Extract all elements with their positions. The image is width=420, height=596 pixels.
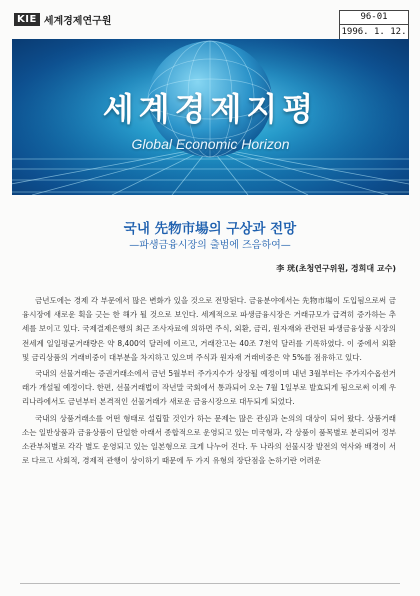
- institute-name: 세계경제연구원: [43, 16, 112, 27]
- banner-title: 세계경제지평: [102, 90, 319, 128]
- logo-mark: KIE: [14, 13, 40, 26]
- issue-date: 1996. 1. 12.: [341, 27, 407, 37]
- article-author: 李 珖(초청연구위원, 경희대 교수): [276, 264, 396, 273]
- article-body: [22, 294, 396, 556]
- title-banner: [12, 39, 409, 195]
- banner-subtitle: Global Economic Horizon: [131, 136, 290, 152]
- body-paragraph: 금년도에는 경제 각 부문에서 많은 변화가 있을 것으로 전망된다. 금융분야에서는 先物市場이 도입됨으로써 금융시장에 새로운 획을 긋는 한 해가 될 것으로 보인다. 세계적으로 파생금융시장은 거래규모가 급격히 증가하는 추세를 보이고 있다. 국제결제은행의 최근 조사자료에 의하면 주식, 외환, 금리, 원자재와 관련된 파생금융상품 시장의 전세계 일일평균거래량은 약 8,400억 달러에 이르고, 거래잔고는 40조 7천억 달러를 기록하였다. 이 중에서 외환 및 금리상품의 거래비중이 대부분을 차지하고 있으며 주식과 원자재 거래비중은 약 5%를 점유하고 있다.: [22, 296, 396, 362]
- article-subtitle: —파생금융시장의 출범에 즈음하여—: [129, 240, 291, 251]
- bottom-divider: [20, 583, 400, 584]
- issue-info-box: [339, 10, 409, 40]
- issue-number: 96-01: [340, 11, 408, 25]
- body-paragraph: 국내의 상품거래소를 어떤 형태로 설립할 것인가 하는 문제는 많은 관심과 논의의 대상이 되어 왔다. 상품거래소는 일반상품과 금융상품이 단일한 아래서 종합적으로 운영되고 있는 미국형과, 각 상품이 품목별로 분리되어 정부 소관부처별로 각각 별도 운영되고 있는 일본형으로 크게 나누어 진다. 두 나라의 선물시장 발전의 역사와 배경이 서로 다르고 사회적, 경제적 관행이 상이하기 때문에 두 가지 유형의 장단점을 논하기란 어려운: [22, 413, 396, 466]
- body-paragraph: 국내의 선물거래는 증권거래소에서 금년 5월부터 주가지수가 상장될 예정이며 내년 3월부터는 주가지수옵션거래가 개설될 예정이다. 한편, 선물거래법이 작년말 국회에서 통과되어 오는 7월 1일부로 발효되게 됨으로써 이제 우리나라에서도 금년부터 본격적인 선물거래가 새로운 금융시장으로 대두되게 되었다.: [22, 369, 396, 407]
- institute-logo: [14, 12, 111, 27]
- article-title: 국내 先物市場의 구상과 전망: [123, 221, 297, 237]
